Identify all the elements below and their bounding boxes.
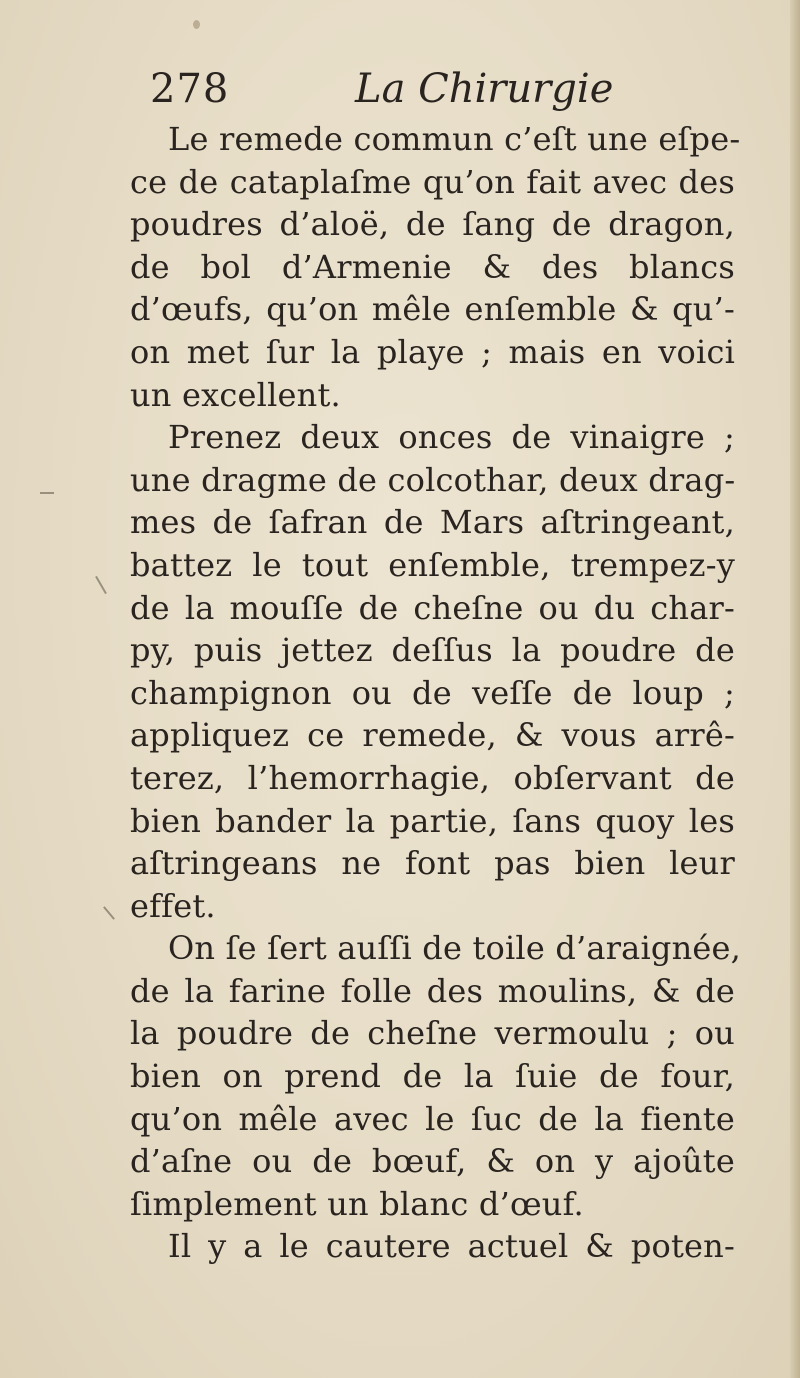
ink-blot [193, 20, 200, 29]
text-line: ſimplement un blanc d’œuf. [130, 1184, 584, 1223]
text-line: appliquez ce remede, & vous arrê- [130, 716, 735, 755]
text-line: py, puis jettez deſſus la poudre de [130, 631, 735, 670]
text-line: qu’on mêle avec le ſuc de la fiente [130, 1099, 735, 1138]
text-line: de la mouſſe de cheſne ou du char- [130, 588, 735, 627]
text-line: battez le tout enſemble, trempez-y [130, 545, 735, 584]
text-line: un excellent. [130, 375, 341, 414]
text-line: bien on prend de la ſuie de four, [130, 1057, 735, 1096]
text-line: ce de cataplaſme qu’on fait avec des [130, 162, 735, 201]
margin-mark [95, 576, 107, 594]
text-line: d’œufs, qu’on mêle enſemble & qu’- [130, 290, 735, 329]
text-line: la poudre de cheſne vermoulu ; ou [130, 1014, 735, 1053]
text-line: On ſe ſert auſſi de toile d’araignée, [168, 929, 742, 968]
text-line: une dragme de colcothar, deux drag- [130, 460, 736, 499]
page-number: 278 [150, 66, 230, 112]
body-text [130, 118, 742, 1268]
text-line: Prenez deux onces de vinaigre ; [168, 418, 735, 457]
text-line: mes de ſafran de Mars aſtringeant, [130, 503, 735, 542]
running-head [150, 66, 710, 126]
text-line: on met ſur la playe ; mais en voici [130, 332, 735, 371]
text-line: d’aſne ou de bœuf, & on y ajoûte [130, 1142, 735, 1181]
text-line: Il y a le cautere actuel & poten- [168, 1227, 735, 1266]
text-line: poudres d’aloë, de ſang de dragon, [130, 205, 735, 244]
margin-mark [103, 906, 115, 920]
text-line: de bol d’Armenie & des blancs [130, 247, 735, 286]
page-edge [790, 0, 800, 1378]
text-line: champignon ou de veſſe de loup ; [130, 673, 735, 712]
text-line: aſtringeans ne font pas bien leur [130, 844, 735, 883]
text-line: terez, l’hemorrhagie, obſervant de [130, 758, 735, 797]
text-line: de la farine folle des moulins, & de [130, 971, 735, 1010]
margin-mark [40, 492, 54, 494]
text-line: Le remede commun c’eſt une eſpe- [168, 120, 741, 158]
text-line: bien bander la partie, ſans quoy les [130, 801, 735, 840]
text-line: effet. [130, 886, 216, 925]
running-title: La Chirurgie [355, 66, 614, 112]
